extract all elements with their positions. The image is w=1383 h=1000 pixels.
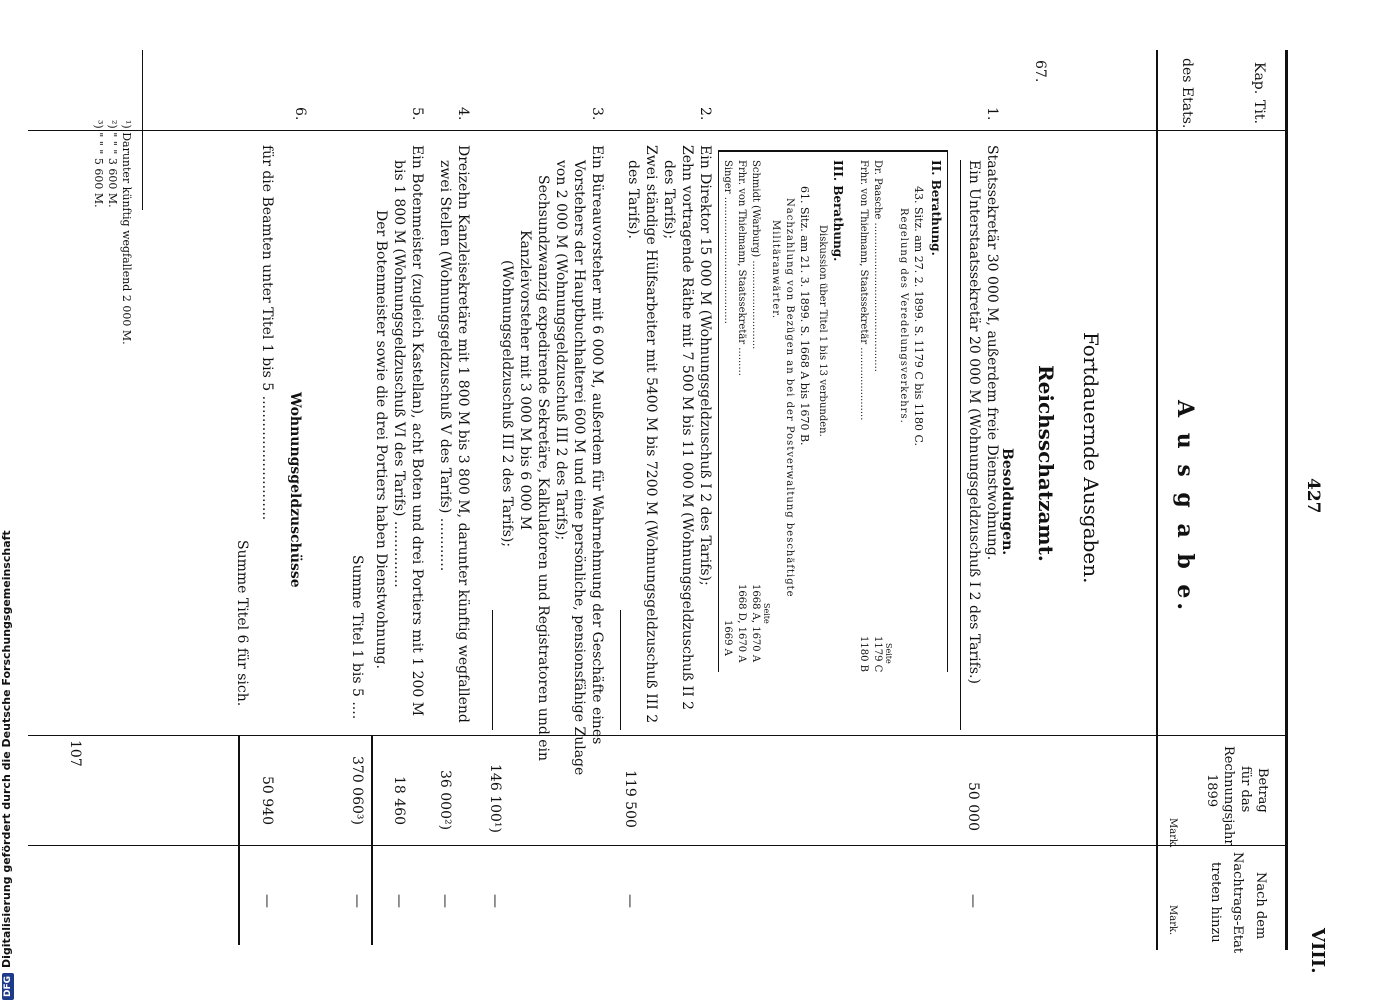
top-rule: [1285, 50, 1288, 950]
title-3-nach: —: [487, 894, 503, 908]
beratung-iii-sitzung: 61. Sitz. am 21. 3. 1899. S. 1668 A bis 1670 B.: [798, 186, 811, 446]
title-3-line: Kanzleivorsteher mit 3 000 M bis 6 000 M: [517, 230, 533, 531]
ausgabe-title: A u s g a b e.: [1172, 400, 1198, 615]
beratung-ii-ref: 1179 C: [872, 636, 883, 673]
title-2-line: Zehn vortragende Räthe mit 7 500 M bis 11 000 M (Wohnungsgeldzuschuß II 2: [679, 145, 695, 711]
nach-unit: Mark.: [1167, 905, 1178, 936]
title-4-nach: —: [437, 894, 453, 908]
title-3-line: Sechsundzwanzig expedirende Sekretäre, Kalkulatoren und Registratoren und ein: [535, 175, 551, 762]
sum-1-5-nach: —: [349, 894, 365, 908]
col-etats-label: des Etats.: [1179, 58, 1195, 129]
title-3-line: Vorstehers der Hauptbuchhalterei 600 M und eine persönliche, pensionsfähige Zulage: [571, 160, 587, 776]
betrag-h2: für das: [1238, 766, 1253, 813]
title-1-line: Staatssekretär 30 000 M, außerdem freie Dienstwohnung.: [984, 145, 1000, 561]
title-6-line: für die Beamten unter Titel 1 bis 5 ............................: [259, 145, 275, 521]
title-4-line: Dreizehn Kanzleisekretäre mit 1 800 M bis 3 800 M, darunter künftig wegfallend: [455, 145, 471, 723]
sum-6-rule: [238, 735, 240, 945]
title-6-heading: Wohnungsgeldzuschüsse: [287, 392, 303, 588]
title-1-betrag: 50 000: [965, 782, 981, 831]
beratung-ii-ref: 1180 B: [858, 636, 869, 672]
beratung-iii-speaker: Schmidt (Warburg) ............................: [750, 160, 761, 350]
footnote-rule: [142, 50, 143, 210]
title-3-line: (Wohnungsgeldzuschuß III 2 des Tarifs);: [499, 260, 515, 548]
title-5-line: Ein Botenmeister (zugleich Kastellan), acht Boten und drei Portiers mit 1 200 M: [409, 145, 425, 717]
title-6-betrag: 50 940: [259, 776, 275, 825]
col-betrag-left: [28, 735, 1288, 736]
title-4-number: 4.: [455, 107, 471, 121]
footnote: ³) " " " 5 600 M.: [92, 120, 105, 208]
title-2-rule: [620, 610, 621, 730]
title-3-number: 3.: [589, 107, 605, 121]
nach-h2: Nachtrags-Etat: [1230, 852, 1245, 954]
digitization-credit-text: Digitalisierung gefördert durch die Deutsche Forschungsgemeinschaft: [0, 530, 13, 968]
title-2-betrag: 119 500: [622, 770, 638, 828]
title-1-line: Ein Unterstaatssekretär 20 000 M (Wohnungsgeldzuschuß I 2 des Tarifs.): [966, 160, 982, 684]
dfg-logo-icon: DFG: [2, 973, 14, 1000]
title-1-nach: —: [965, 894, 981, 908]
sum-1-5-label: Summe Titel 1 bis 5 ....: [349, 555, 365, 720]
beratung-iii-discussion: Diskussion über Titel 1 bis 13 verbunden.: [817, 225, 828, 437]
beratung-iii-speaker: Frhr. von Thielmann, Staatssekretär .........: [736, 160, 747, 376]
beratung-ii-speaker: Frhr. von Thielmann, Staatssekretär .......................: [858, 160, 869, 421]
footnote: ²) " " " 3 600 M.: [106, 120, 119, 208]
beratung-iii-head: III. Berathung.: [831, 160, 845, 262]
title-1-rule: [960, 160, 961, 730]
title-4-line: zwei Stellen (Wohnungsgeldzuschuß V des Tarifs) ............: [437, 160, 453, 572]
col-betrag-right: [28, 845, 1288, 846]
title-5-line: bis 1 800 M (Wohnungsgeldzuschuß VI des Tarifs) ...............: [391, 160, 407, 588]
title-5-line: Der Botenmeister sowie die drei Portiers haben Dienstwohnung.: [373, 210, 389, 669]
beratung-iii-speaker: Singer ........................................: [722, 160, 733, 324]
title-1-number: 1.: [984, 107, 1000, 121]
beratung-ii-sitzung: 43. Sitz. am 27. 2. 1899. S. 1179 C bis 1180 C.: [912, 186, 925, 446]
betrag-unit: Mark.: [1167, 818, 1178, 849]
col-kap-label: Kap.: [1251, 62, 1267, 95]
sum-1-5-rule: [371, 735, 373, 945]
beratung-iii-ref: 1668 D, 1670 A: [736, 584, 747, 663]
sum-1-5-value: 370 060³): [349, 756, 365, 825]
title-3-rule: [492, 610, 493, 730]
title-2-nach: —: [622, 894, 638, 908]
title-2-number: 2.: [697, 107, 713, 121]
title-6-nach: —: [259, 894, 275, 908]
beratung-ii-speaker: Dr. Paasche ...............................................: [872, 160, 883, 372]
title-2-line: Zwei ständige Hülfsarbeiter mit 5400 M bis 7200 M (Wohnungsgeldzuschuß III 2: [643, 145, 659, 724]
betrag-h4: 1899: [1204, 774, 1219, 808]
betrag-h3: Rechnungsjahr: [1221, 746, 1236, 846]
page-number: 427: [1303, 478, 1323, 514]
title-5-number: 5.: [409, 107, 425, 121]
sum-6-label: Summe Titel 6 für sich.: [234, 540, 250, 707]
beratung-iii-topic: Nachzahlung von Bezügen an bei der Postverwaltung beschäftigte: [784, 198, 795, 598]
title-2-line: des Tarifs).: [625, 160, 641, 239]
betrag-h1: Betrag: [1255, 768, 1270, 813]
col-kap-divider: [28, 130, 1288, 131]
chapter-number: 67.: [1032, 60, 1048, 83]
col-tit-label: Tit.: [1251, 100, 1267, 124]
header-rule: [1156, 50, 1158, 950]
nach-h3: treten hinzu: [1208, 862, 1223, 943]
beratung-ii-head: II. Berathung.: [929, 160, 943, 256]
title-3-line: Ein Büreauvorsteher mit 6 000 M, außerdem für Wahrnehmung der Geschäfte eines: [589, 145, 605, 745]
fortdauernde-title: Fortdauernde Ausgaben.: [1079, 332, 1103, 584]
beratung-ii-seite: Seite: [884, 643, 893, 664]
reichsschatzamt-title: Reichsschatzamt.: [1034, 365, 1058, 562]
title-5-betrag: 18 460: [391, 776, 407, 825]
title-4-betrag: 36 000²): [437, 770, 453, 831]
beratung-iii-topic: Militäranwärter.: [770, 220, 781, 320]
chapter-roman: VIII.: [1307, 928, 1328, 974]
beratung-iii-seite: Seite: [762, 603, 771, 624]
besoldungen-title: Besoldungen.: [999, 448, 1015, 556]
title-6-number: 6.: [292, 107, 308, 121]
title-5-nach: —: [391, 894, 407, 908]
nach-h1: Nach dem: [1253, 872, 1268, 940]
beratung-ii-topic: Regelung des Veredelungsverkehrs.: [898, 208, 909, 424]
beratung-iii-ref: 1669 A: [722, 620, 733, 656]
footnote: ¹) Darunter künftig wegfallend 2 000 M.: [120, 120, 133, 345]
title-3-betrag: 146 100¹): [487, 764, 503, 833]
title-2-line: Ein Direktor 15 000 M (Wohnungsgeldzuschuß I 2 des Tarifs);: [697, 145, 713, 586]
title-3-line: von 2 000 M (Wohnungsgeldzuschuß III 2 des Tarifs);: [553, 160, 569, 541]
bottom-page-number: 107: [67, 740, 83, 767]
digitization-credit: [0, 0, 20, 1000]
beratung-iii-ref: 1668 A, 1670 A: [750, 584, 761, 663]
title-2-line: des Tarifs);: [661, 160, 677, 240]
